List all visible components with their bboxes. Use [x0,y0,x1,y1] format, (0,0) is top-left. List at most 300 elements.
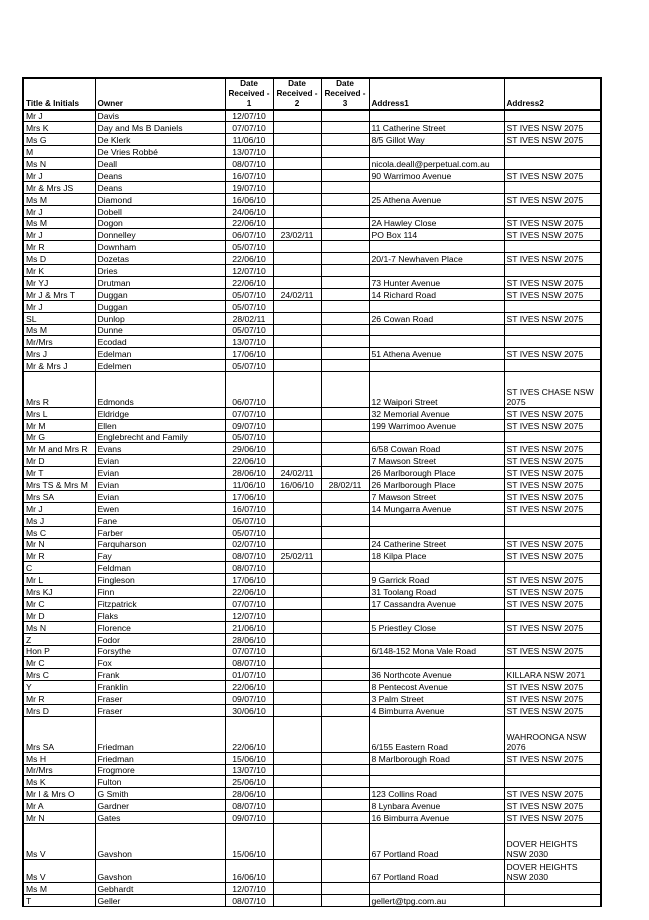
cell-title: Ms N [23,158,95,170]
cell-address2: ST IVES NSW 2075 [504,598,601,610]
cell-address2 [504,158,601,170]
cell-date-received-3 [321,752,369,764]
cell-date-received-1: 08/07/10 [225,800,273,812]
table-body [23,110,601,907]
cell-date-received-3 [321,705,369,717]
cell-date-received-3 [321,776,369,788]
cell-owner: Fay [95,550,225,562]
cell-date-received-1: 24/06/10 [225,205,273,217]
cell-date-received-2 [273,764,321,776]
cell-owner: Frank [95,669,225,681]
cell-date-received-2 [273,336,321,348]
cell-title: Ms D [23,253,95,265]
cell-date-received-1: 09/07/10 [225,693,273,705]
cell-owner: Gates [95,812,225,824]
table-row [23,312,601,324]
cell-title: Mrs C [23,669,95,681]
cell-date-received-2 [273,110,321,122]
cell-address2: DOVER HEIGHTS NSW 2030 [504,823,601,859]
cell-date-received-1: 02/07/10 [225,538,273,550]
cell-date-received-2 [273,312,321,324]
cell-date-received-1: 29/06/10 [225,443,273,455]
cell-date-received-1: 11/06/10 [225,479,273,491]
cell-address2 [504,241,601,253]
table-row [23,621,601,633]
table-row [23,550,601,562]
cell-address1: 7 Mawson Street [369,491,504,503]
cell-address2: ST IVES NSW 2075 [504,479,601,491]
table-row [23,276,601,288]
table-row [23,514,601,526]
cell-address1 [369,205,504,217]
cell-date-received-3 [321,502,369,514]
cell-date-received-2 [273,538,321,550]
cell-title: Ms K [23,776,95,788]
cell-owner: Gavshon [95,823,225,859]
cell-title: Mrs TS & Mrs M [23,479,95,491]
cell-date-received-2 [273,776,321,788]
cell-date-received-3 [321,716,369,752]
cell-date-received-1: 13/07/10 [225,146,273,158]
cell-address1: 73 Hunter Avenue [369,276,504,288]
cell-address1: nicola.deall@perpetual.com.au [369,158,504,170]
table-row [23,800,601,812]
table-row [23,431,601,443]
cell-owner: Dozetas [95,253,225,265]
cell-title: Ms J [23,514,95,526]
cell-owner: Duggan [95,288,225,300]
cell-date-received-3 [321,895,369,907]
cell-owner: Fingleson [95,574,225,586]
cell-date-received-1: 12/07/10 [225,265,273,277]
cell-address2 [504,181,601,193]
cell-owner: Ewen [95,502,225,514]
table-row [23,467,601,479]
cell-date-received-3 [321,645,369,657]
cell-title: Mr C [23,598,95,610]
cell-address2: ST IVES NSW 2075 [504,253,601,265]
table-row [23,407,601,419]
cell-date-received-1: 21/06/10 [225,621,273,633]
cell-address2: WAHROONGA NSW 2076 [504,716,601,752]
cell-date-received-1: 08/07/10 [225,550,273,562]
cell-address2: ST IVES NSW 2075 [504,312,601,324]
cell-date-received-1: 16/06/10 [225,859,273,883]
table-row [23,764,601,776]
cell-date-received-2 [273,122,321,134]
cell-date-received-3: 28/02/11 [321,479,369,491]
cell-date-received-1: 11/06/10 [225,134,273,146]
cell-title: Ms V [23,823,95,859]
cell-title: Mrs SA [23,716,95,752]
cell-owner: Evans [95,443,225,455]
table-row [23,776,601,788]
cell-owner: Evian [95,491,225,503]
cell-owner: Gardner [95,800,225,812]
cell-title: Mr M and Mrs R [23,443,95,455]
cell-date-received-2 [273,431,321,443]
cell-title: Mr K [23,265,95,277]
table-row [23,479,601,491]
cell-date-received-1: 07/07/10 [225,122,273,134]
cell-date-received-2 [273,217,321,229]
cell-owner: Finn [95,586,225,598]
cell-owner: Fox [95,657,225,669]
cell-address1: 6/58 Cowan Road [369,443,504,455]
cell-address1: 25 Athena Avenue [369,193,504,205]
table-row [23,574,601,586]
cell-date-received-1: 16/07/10 [225,502,273,514]
cell-address1 [369,431,504,443]
cell-address2: ST IVES NSW 2075 [504,122,601,134]
cell-title: Mr J [23,229,95,241]
cell-date-received-1: 05/07/10 [225,360,273,372]
cell-address2 [504,360,601,372]
cell-owner: Eldridge [95,407,225,419]
cell-date-received-2 [273,134,321,146]
cell-title: Mr R [23,693,95,705]
cell-title: Ms M [23,193,95,205]
table-row [23,598,601,610]
cell-date-received-1: 22/06/10 [225,217,273,229]
table-row [23,372,601,408]
table-row [23,443,601,455]
table-row [23,348,601,360]
cell-title: SL [23,312,95,324]
cell-date-received-2 [273,716,321,752]
cell-date-received-2 [273,455,321,467]
table-row [23,265,601,277]
cell-title: Z [23,633,95,645]
cell-address1 [369,336,504,348]
cell-title: Mr J [23,110,95,122]
table-row [23,419,601,431]
cell-date-received-1: 16/07/10 [225,169,273,181]
cell-date-received-3 [321,764,369,776]
cell-title: Mr J [23,502,95,514]
table-row [23,657,601,669]
cell-title: Mr J [23,300,95,312]
cell-owner: Farquharson [95,538,225,550]
cell-address2: ST IVES NSW 2075 [504,348,601,360]
cell-address2 [504,526,601,538]
cell-date-received-2: 24/02/11 [273,288,321,300]
cell-date-received-1: 22/06/10 [225,276,273,288]
cell-address2 [504,431,601,443]
cell-title: Ms G [23,134,95,146]
table-row [23,360,601,372]
cell-title: Mr L [23,574,95,586]
cell-address2: ST IVES NSW 2075 [504,419,601,431]
col-header-address2: Address2 [504,78,601,110]
cell-date-received-2 [273,633,321,645]
cell-owner: Fulton [95,776,225,788]
cell-address2: ST IVES NSW 2075 [504,134,601,146]
cell-date-received-1: 08/07/10 [225,657,273,669]
cell-date-received-2 [273,253,321,265]
cell-address2: ST IVES NSW 2075 [504,621,601,633]
cell-address2: ST IVES NSW 2075 [504,193,601,205]
table-row [23,229,601,241]
cell-address1: 11 Catherine Street [369,122,504,134]
cell-date-received-3 [321,621,369,633]
cell-date-received-1: 22/06/10 [225,716,273,752]
cell-date-received-1: 17/06/10 [225,574,273,586]
cell-date-received-1: 22/06/10 [225,586,273,598]
cell-address2 [504,562,601,574]
cell-address1: 12 Waipori Street [369,372,504,408]
table-row [23,693,601,705]
table-row [23,324,601,336]
cell-date-received-1: 22/06/10 [225,253,273,265]
cell-owner: Evian [95,467,225,479]
cell-title: Mr N [23,538,95,550]
cell-owner: Deans [95,169,225,181]
cell-date-received-3 [321,609,369,621]
cell-owner: Florence [95,621,225,633]
cell-date-received-1: 06/07/10 [225,229,273,241]
cell-date-received-1: 05/07/10 [225,324,273,336]
cell-date-received-3 [321,360,369,372]
cell-address2 [504,110,601,122]
cell-date-received-3 [321,265,369,277]
cell-date-received-2 [273,193,321,205]
cell-address1: 2A Hawley Close [369,217,504,229]
col-header-date1: Date Received - 1 [225,78,273,110]
cell-date-received-3 [321,431,369,443]
cell-address1: 6/155 Eastern Road [369,716,504,752]
cell-owner: Gebhardt [95,883,225,895]
cell-owner: Dogon [95,217,225,229]
cell-title: Mr & Mrs J [23,360,95,372]
cell-address1: 67 Portland Road [369,823,504,859]
cell-date-received-1: 13/07/10 [225,336,273,348]
cell-date-received-1: 05/07/10 [225,300,273,312]
cell-date-received-2 [273,800,321,812]
cell-date-received-3 [321,181,369,193]
cell-owner: Fraser [95,693,225,705]
cell-address1: 24 Catherine Street [369,538,504,550]
table-row [23,217,601,229]
table-row [23,823,601,859]
cell-address1: 7 Mawson Street [369,455,504,467]
table-row [23,193,601,205]
cell-owner: Fitzpatrick [95,598,225,610]
cell-address1: 4 Bimburra Avenue [369,705,504,717]
cell-owner: Friedman [95,716,225,752]
cell-owner: Franklin [95,681,225,693]
cell-address1 [369,562,504,574]
cell-date-received-3 [321,288,369,300]
cell-title: T [23,895,95,907]
cell-address2: ST IVES NSW 2075 [504,169,601,181]
cell-address2 [504,265,601,277]
table-row [23,586,601,598]
table-row [23,716,601,752]
cell-date-received-2 [273,705,321,717]
cell-date-received-2 [273,526,321,538]
cell-date-received-1: 12/07/10 [225,110,273,122]
cell-address1: 90 Warrimoo Avenue [369,169,504,181]
cell-date-received-3 [321,169,369,181]
cell-owner: Feldman [95,562,225,574]
table-row [23,788,601,800]
cell-address1: 67 Portland Road [369,859,504,883]
cell-date-received-1: 22/06/10 [225,455,273,467]
cell-date-received-2: 16/06/10 [273,479,321,491]
cell-date-received-2 [273,205,321,217]
cell-address2: ST IVES NSW 2075 [504,443,601,455]
cell-address1 [369,526,504,538]
cell-address2: ST IVES NSW 2075 [504,550,601,562]
cell-address1: 20/1-7 Newhaven Place [369,253,504,265]
cell-address1: 8 Marlborough Road [369,752,504,764]
cell-title: Mr N [23,812,95,824]
cell-title: Mr D [23,609,95,621]
cell-date-received-3 [321,205,369,217]
cell-date-received-1: 09/07/10 [225,419,273,431]
cell-date-received-3 [321,241,369,253]
cell-date-received-1: 05/07/10 [225,431,273,443]
cell-date-received-2: 23/02/11 [273,229,321,241]
table-row [23,146,601,158]
cell-date-received-3 [321,550,369,562]
cell-date-received-1: 08/07/10 [225,895,273,907]
cell-title: Mrs K [23,122,95,134]
cell-owner: Drutman [95,276,225,288]
cell-address1 [369,324,504,336]
cell-address1: 5 Priestley Close [369,621,504,633]
cell-date-received-1: 19/07/10 [225,181,273,193]
cell-address2: ST IVES NSW 2075 [504,574,601,586]
cell-date-received-2 [273,146,321,158]
cell-date-received-1: 05/07/10 [225,288,273,300]
cell-date-received-1: 12/07/10 [225,609,273,621]
table-row [23,122,601,134]
cell-date-received-3 [321,788,369,800]
cell-date-received-3 [321,859,369,883]
cell-owner: Davis [95,110,225,122]
cell-address1: 3 Palm Street [369,693,504,705]
cell-address2: ST IVES NSW 2075 [504,538,601,550]
cell-date-received-2 [273,276,321,288]
cell-address1: gellert@tpg.com.au [369,895,504,907]
table-row [23,752,601,764]
cell-address1 [369,776,504,788]
cell-title: Mr R [23,550,95,562]
cell-date-received-2 [273,419,321,431]
cell-address2 [504,883,601,895]
cell-date-received-3 [321,122,369,134]
cell-owner: Ecodad [95,336,225,348]
cell-owner: Day and Ms B Daniels [95,122,225,134]
cell-date-received-2 [273,586,321,598]
cell-date-received-2 [273,669,321,681]
cell-address2: ST IVES NSW 2075 [504,812,601,824]
cell-owner: Dobell [95,205,225,217]
cell-date-received-2 [273,348,321,360]
cell-address1: 9 Garrick Road [369,574,504,586]
cell-address1: 51 Athena Avenue [369,348,504,360]
cell-title: Mr T [23,467,95,479]
cell-address1 [369,609,504,621]
cell-address1 [369,146,504,158]
cell-address2: ST IVES NSW 2075 [504,217,601,229]
cell-date-received-2 [273,657,321,669]
cell-owner: Forsythe [95,645,225,657]
table-row [23,502,601,514]
col-header-address1: Address1 [369,78,504,110]
cell-date-received-2 [273,324,321,336]
table-row [23,538,601,550]
cell-owner: Donnelley [95,229,225,241]
cell-date-received-3 [321,526,369,538]
cell-address1: 8/5 Gillot Way [369,134,504,146]
cell-date-received-2 [273,621,321,633]
cell-address2 [504,657,601,669]
cell-date-received-1: 12/07/10 [225,883,273,895]
cell-date-received-1: 28/06/10 [225,467,273,479]
table-row [23,895,601,907]
cell-date-received-2 [273,265,321,277]
cell-date-received-2 [273,883,321,895]
cell-title: Mr J & Mrs T [23,288,95,300]
cell-title: C [23,562,95,574]
cell-address2: KILLARA NSW 2071 [504,669,601,681]
cell-date-received-1: 15/06/10 [225,752,273,764]
table-row [23,336,601,348]
cell-date-received-2 [273,574,321,586]
cell-date-received-1: 28/02/11 [225,312,273,324]
cell-date-received-1: 30/06/10 [225,705,273,717]
cell-date-received-2 [273,158,321,170]
cell-date-received-3 [321,538,369,550]
cell-owner: Fane [95,514,225,526]
col-header-title: Title & Initials [23,78,95,110]
cell-address1: PO Box 114 [369,229,504,241]
cell-date-received-2 [273,598,321,610]
cell-owner: Dries [95,265,225,277]
cell-title: Mr J [23,169,95,181]
cell-title: Mr J [23,205,95,217]
table-row [23,609,601,621]
cell-date-received-1: 15/06/10 [225,823,273,859]
cell-date-received-3 [321,312,369,324]
cell-title: Mrs SA [23,491,95,503]
cell-date-received-3 [321,419,369,431]
cell-date-received-2 [273,859,321,883]
cell-owner: Edelman [95,348,225,360]
cell-date-received-1: 13/07/10 [225,764,273,776]
cell-date-received-3 [321,134,369,146]
table-row [23,110,601,122]
cell-date-received-3 [321,681,369,693]
table-row [23,241,601,253]
cell-title: Mr A [23,800,95,812]
cell-address2 [504,146,601,158]
cell-date-received-2 [273,491,321,503]
cell-address2: ST IVES NSW 2075 [504,288,601,300]
table-row [23,134,601,146]
cell-address1 [369,241,504,253]
cell-title: Mr R [23,241,95,253]
cell-address2: DOVER HEIGHTS NSW 2030 [504,859,601,883]
cell-title: Mrs R [23,372,95,408]
cell-date-received-2: 25/02/11 [273,550,321,562]
cell-date-received-3 [321,562,369,574]
cell-address2: ST IVES NSW 2075 [504,705,601,717]
cell-owner: Deans [95,181,225,193]
